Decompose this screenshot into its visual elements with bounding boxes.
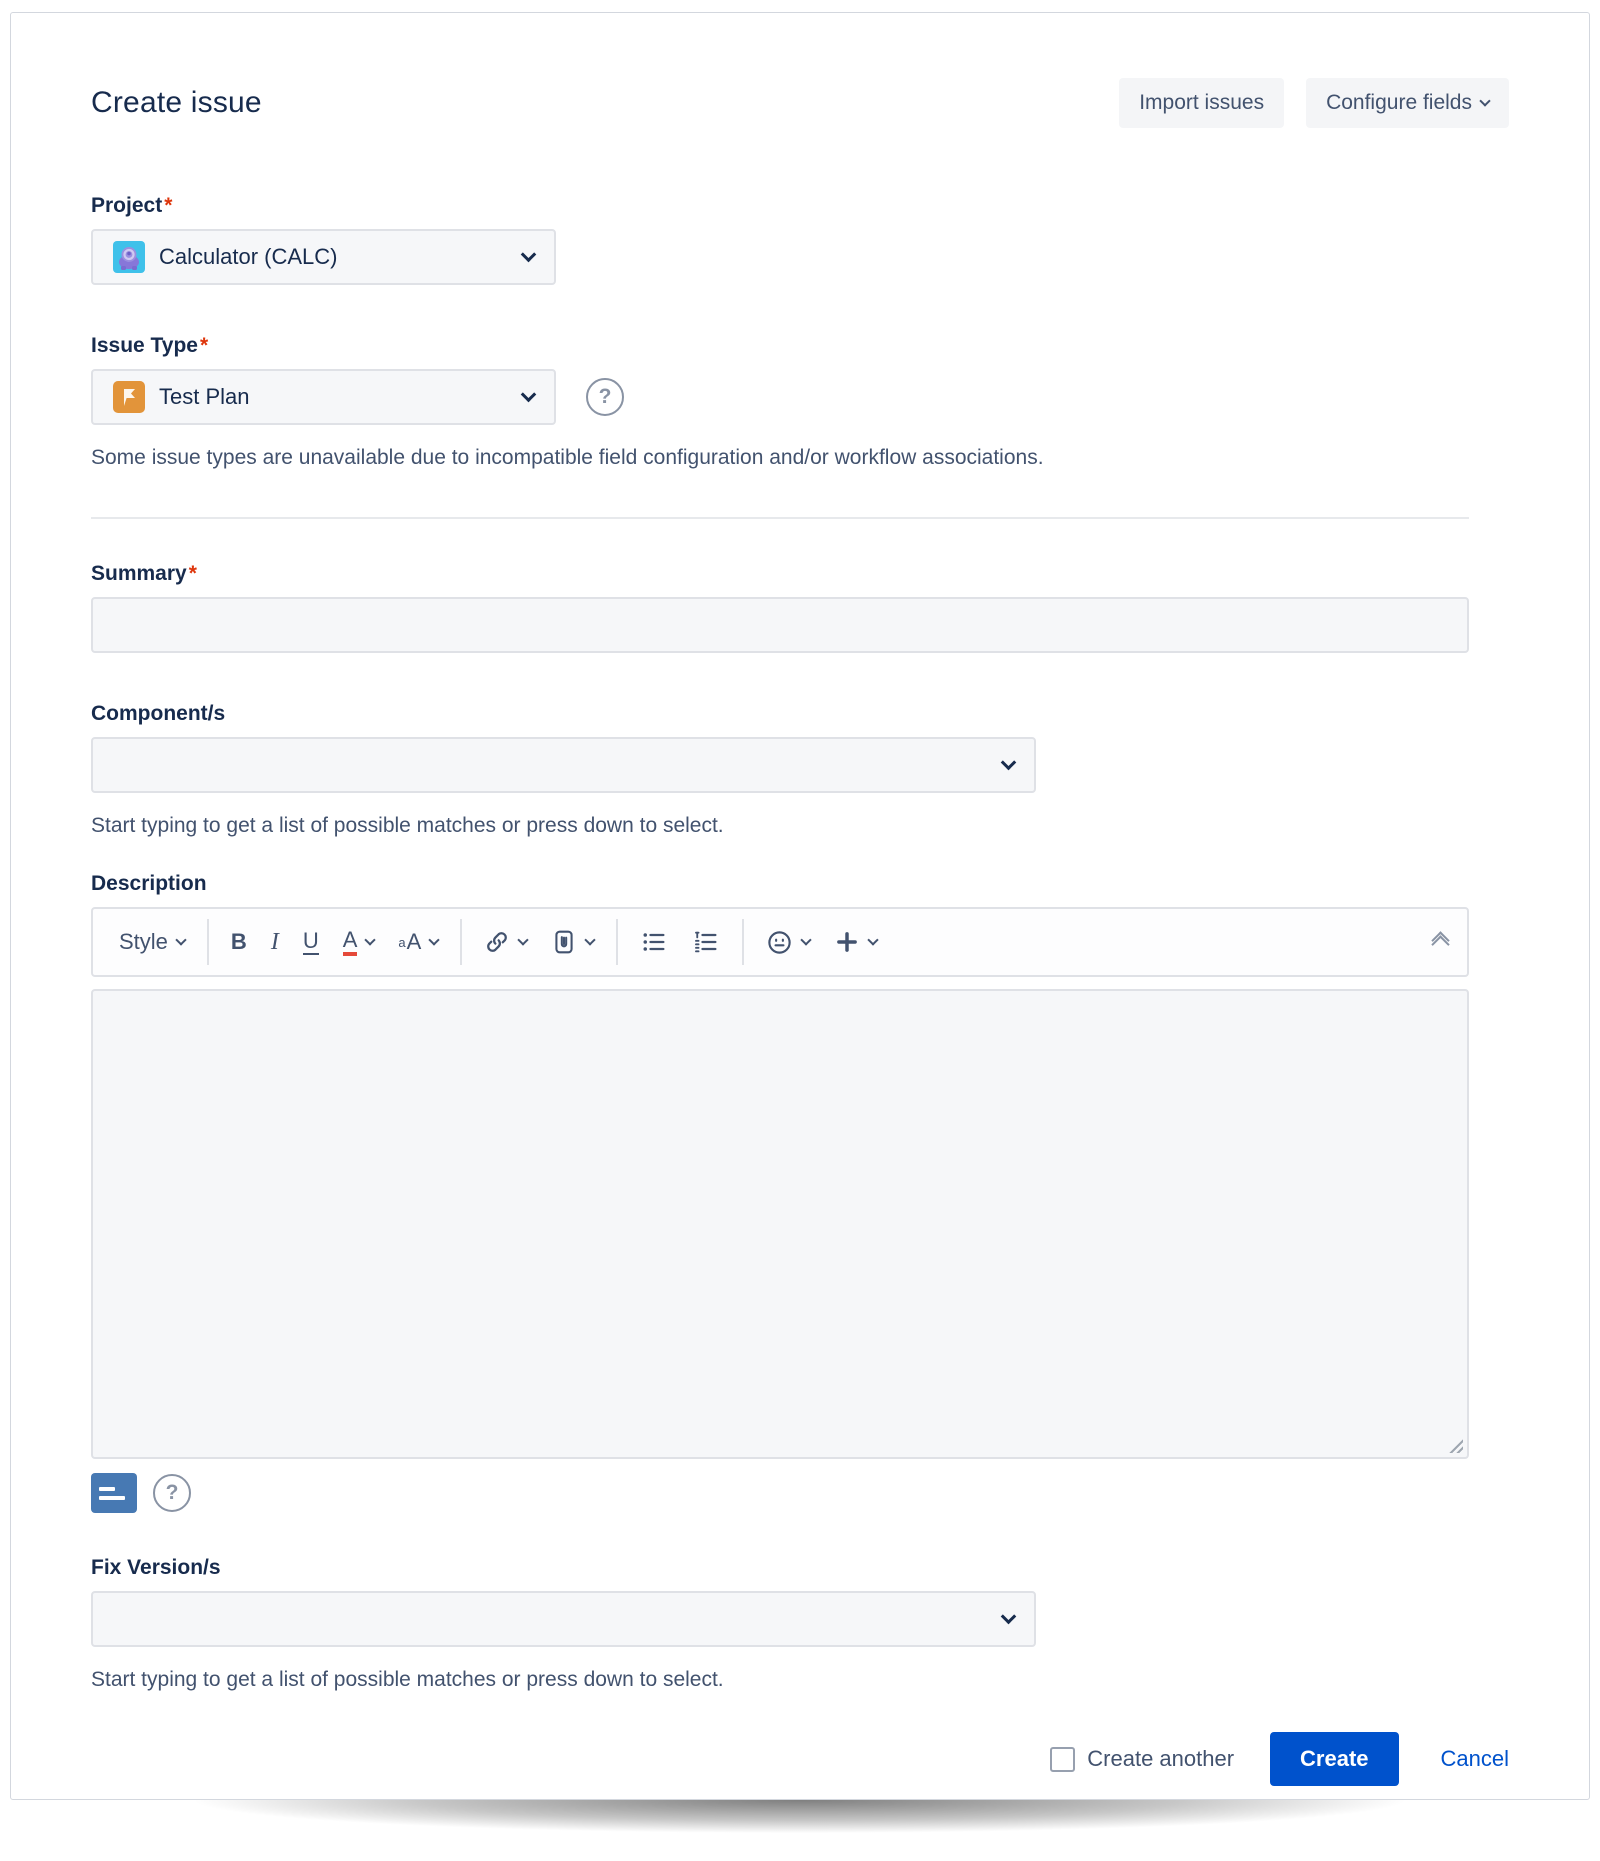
chevron-down-icon [521, 247, 537, 263]
text-color-button[interactable]: A [331, 919, 387, 965]
chevron-down-icon [585, 934, 596, 945]
components-help-text: Start typing to get a list of possible matches or press down to select. [91, 814, 724, 837]
dialog-header [91, 77, 1509, 129]
description-editor[interactable] [91, 989, 1469, 1459]
toolbar-separator [616, 919, 618, 965]
issue-type-select[interactable] [91, 369, 556, 425]
issue-type-select-value: Test Plan [159, 384, 250, 409]
summary-input[interactable] [91, 597, 1469, 653]
required-marker: * [164, 194, 173, 217]
summary-label: Summary* [91, 562, 197, 585]
description-footer-icons [91, 1471, 1509, 1515]
toolbar-separator [460, 919, 462, 965]
components-label: Component/s [91, 702, 226, 725]
dialog-footer [91, 1731, 1509, 1787]
project-field [91, 193, 1509, 285]
chevron-down-icon [175, 934, 186, 945]
description-toolbar [91, 907, 1469, 977]
link-icon [484, 929, 510, 955]
emoji-icon [766, 929, 793, 956]
underline-button[interactable]: U [302, 928, 319, 953]
issue-type-help-icon[interactable]: ? [586, 378, 624, 416]
numbered-list-icon [692, 928, 720, 956]
bullet-list-icon [640, 928, 668, 956]
import-issues-button[interactable] [1119, 78, 1284, 128]
description-field [91, 871, 1509, 1515]
chevron-down-icon [365, 934, 376, 945]
components-select[interactable] [91, 737, 1036, 793]
chevron-down-icon [521, 387, 537, 403]
project-label: Project* [91, 194, 173, 217]
header-actions [1119, 78, 1509, 128]
create-button[interactable]: Create [1270, 1732, 1398, 1786]
bold-button[interactable]: B [230, 929, 247, 954]
configure-fields-label: Configure fields [1326, 91, 1472, 114]
bullet-list-button[interactable] [628, 919, 680, 965]
italic-button[interactable]: I [270, 928, 279, 955]
required-marker: * [200, 334, 209, 357]
style-dropdown[interactable]: Style [107, 919, 197, 965]
configure-fields-button[interactable] [1306, 78, 1509, 128]
issue-type-field [91, 333, 1509, 473]
summary-field [91, 561, 1509, 653]
more-formatting-button[interactable]: a A [386, 919, 450, 965]
calculator-project-avatar-icon [113, 241, 145, 273]
link-button[interactable] [472, 919, 539, 965]
chevron-down-icon [429, 934, 440, 945]
chevron-down-icon [1479, 95, 1490, 106]
description-help-icon[interactable]: ? [153, 1474, 191, 1512]
required-marker: * [188, 562, 197, 585]
attachment-button[interactable] [539, 919, 606, 965]
attachment-icon [551, 929, 577, 955]
page-title: Create issue [91, 86, 262, 119]
chevron-down-icon [1001, 755, 1017, 771]
components-field [91, 701, 1509, 841]
numbered-list-button[interactable] [680, 919, 732, 965]
project-select-value: Calculator (CALC) [159, 244, 338, 269]
collapse-toolbar-icon[interactable] [1428, 928, 1453, 957]
create-another-checkbox[interactable] [1050, 1747, 1075, 1772]
description-label: Description [91, 872, 207, 895]
add-icon [834, 929, 860, 955]
cancel-link[interactable]: Cancel [1440, 1746, 1509, 1771]
chevron-down-icon [801, 934, 812, 945]
project-select[interactable] [91, 229, 556, 285]
create-another-option[interactable] [1050, 1746, 1234, 1772]
chevron-down-icon [1001, 1609, 1017, 1625]
fix-versions-help-text: Start typing to get a list of possible matches or press down to select. [91, 1668, 724, 1691]
resize-handle[interactable] [1447, 1437, 1463, 1453]
test-plan-icon [113, 381, 145, 413]
create-another-label: Create another [1087, 1746, 1235, 1771]
toolbar-separator [207, 919, 209, 965]
issue-type-label: Issue Type* [91, 334, 209, 357]
toolbar-separator [742, 919, 744, 965]
section-divider [91, 517, 1469, 519]
wiki-markup-icon[interactable] [91, 1473, 137, 1513]
fix-versions-select[interactable] [91, 1591, 1036, 1647]
fix-versions-label: Fix Version/s [91, 1556, 221, 1579]
fix-versions-field [91, 1555, 1509, 1695]
issue-type-note: Some issue types are unavailable due to incompatible field configuration and/or workflow associations. [91, 446, 1044, 469]
import-issues-label: Import issues [1139, 91, 1265, 114]
emoji-button[interactable] [754, 919, 822, 965]
insert-more-button[interactable] [822, 919, 889, 965]
chevron-down-icon [868, 934, 879, 945]
create-issue-dialog [10, 12, 1590, 1800]
page-drop-shadow [20, 1800, 1580, 1846]
chevron-down-icon [518, 934, 529, 945]
